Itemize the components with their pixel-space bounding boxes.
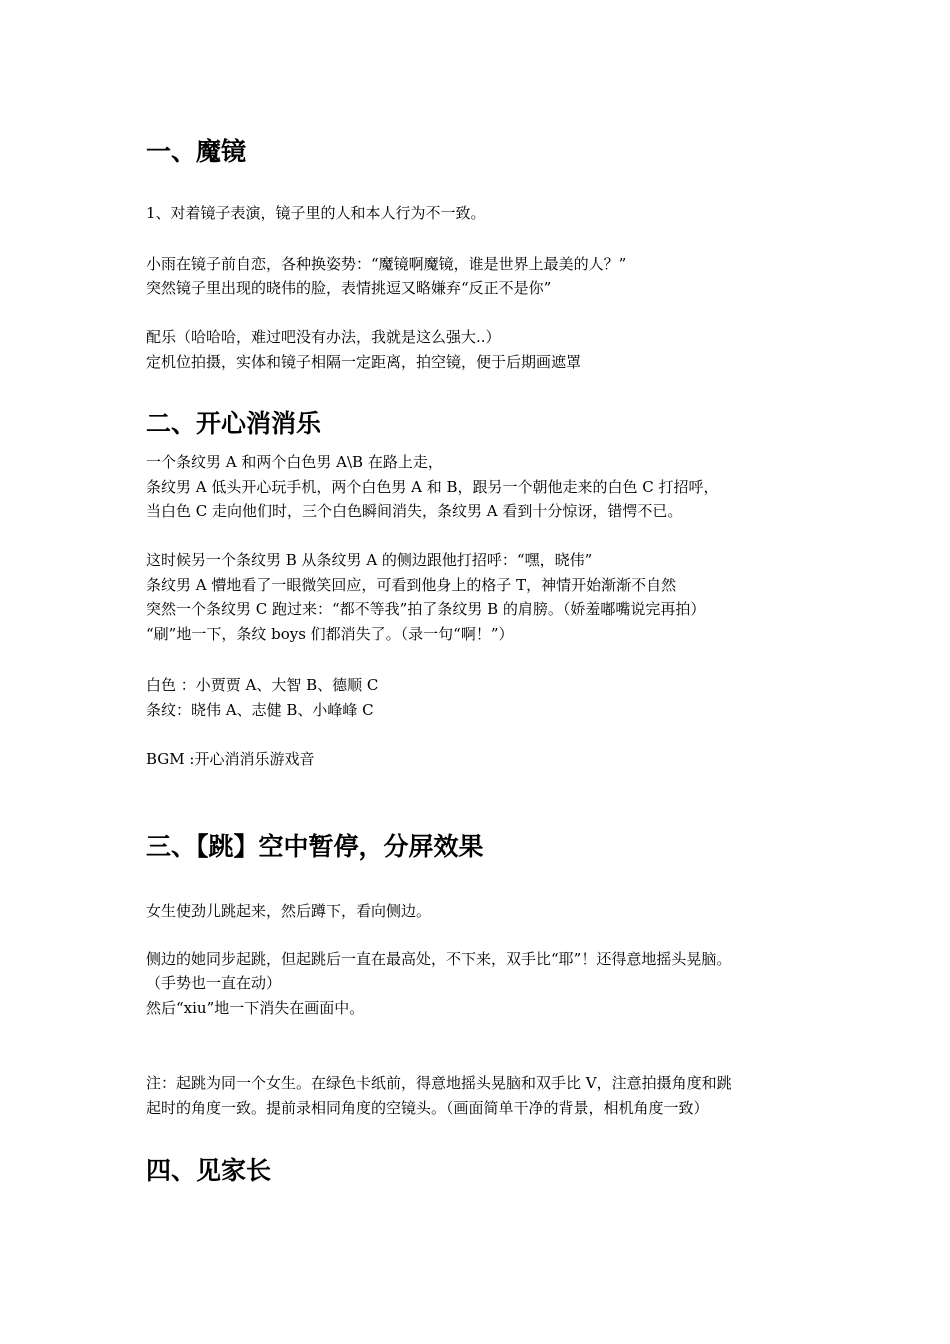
section-heading-happy-match: 二、开心消消乐: [146, 409, 322, 438]
paragraph: 条纹：晓伟 A、志健 B、小峰峰 C: [146, 701, 374, 719]
section-heading-meet-parents: 四、见家长: [146, 1156, 272, 1185]
section-heading-magic-mirror: 一、魔镜: [146, 137, 247, 166]
paragraph: 当白色 C 走向他们时，三个白色瞬间消失，条纹男 A 看到十分惊讶，错愕不已。: [146, 502, 683, 520]
paragraph: 突然镜子里出现的晓伟的脸，表情挑逗又略嫌弃“反正不是你”: [146, 279, 552, 297]
paragraph: 条纹男 A 低头开心玩手机，两个白色男 A 和 B，跟另一个朝他走来的白色 C 打招呼，: [146, 478, 719, 496]
section-heading-jump-pause: 三、【跳】空中暂停，分屏效果: [146, 832, 484, 861]
paragraph: “刷”地一下，条纹 boys 们都消失了。（录一句“啊！”）: [146, 625, 514, 643]
paragraph: 条纹男 A 懵地看了一眼微笑回应，可看到他身上的格子 T，神情开始渐渐不自然: [146, 576, 677, 594]
paragraph: 起时的角度一致。提前录相同角度的空镜头。（画面简单干净的背景，相机角度一致）: [146, 1099, 709, 1117]
paragraph: 然后“xiu”地一下消失在画面中。: [146, 999, 365, 1017]
paragraph: 小雨在镜子前自恋，各种换姿势：“魔镜啊魔镜，谁是世界上最美的人？”: [146, 255, 627, 273]
paragraph: 定机位拍摄，实体和镜子相隔一定距离，拍空镜，便于后期画遮罩: [146, 353, 582, 371]
paragraph: 注：起跳为同一个女生。在绿色卡纸前，得意地摇头晃脑和双手比 V，注意拍摄角度和跳: [146, 1074, 732, 1092]
paragraph: 配乐（哈哈哈，难过吧没有办法，我就是这么强大..）: [146, 328, 501, 346]
paragraph: （手势也一直在动）: [146, 974, 282, 992]
paragraph: 女生使劲儿跳起来，然后蹲下，看向侧边。: [146, 902, 432, 920]
paragraph: BGM :开心消消乐游戏音: [146, 750, 315, 768]
paragraph: 这时候另一个条纹男 B 从条纹男 A 的侧边跟他打招呼：“嘿，晓伟”: [146, 551, 593, 569]
paragraph: 一个条纹男 A 和两个白色男 A\B 在路上走，: [146, 453, 443, 471]
paragraph: 白色 ：小贾贾 A、大智 B、德顺 C: [146, 676, 379, 694]
paragraph: 突然一个条纹男 C 跑过来：“都不等我”拍了条纹男 B 的肩膀。（娇羞嘟嘴说完再拍）: [146, 600, 706, 618]
paragraph: 1、对着镜子表演，镜子里的人和本人行为不一致。: [146, 204, 486, 222]
paragraph: 侧边的她同步起跳，但起跳后一直在最高处，不下来，双手比“耶”！还得意地摇头晃脑。: [146, 950, 732, 968]
